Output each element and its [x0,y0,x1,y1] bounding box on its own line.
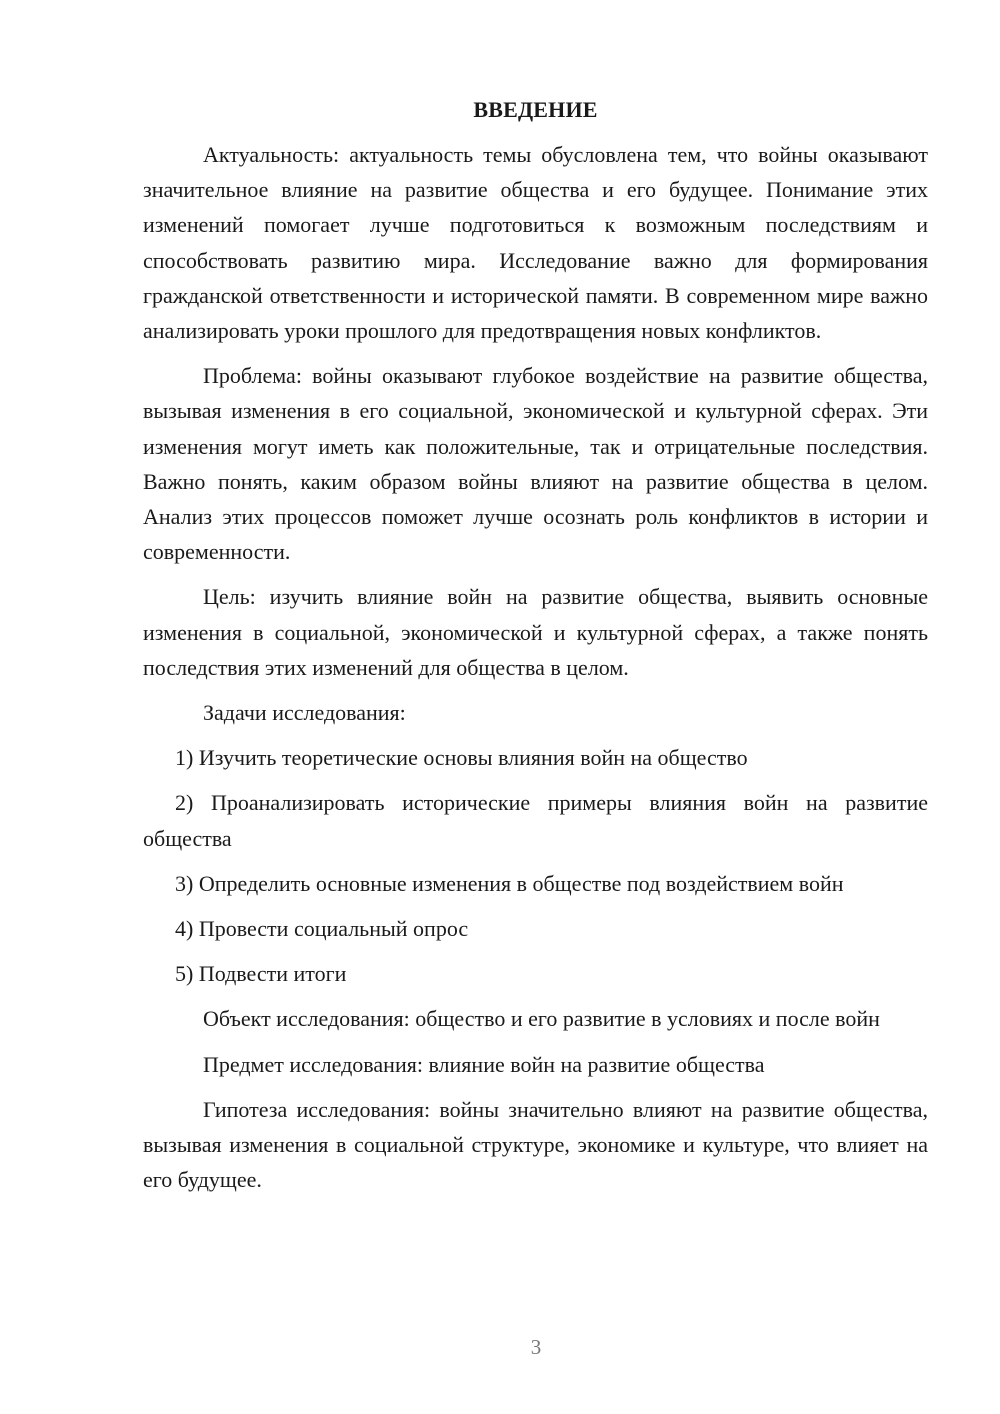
subject-paragraph: Предмет исследования: влияние войн на развитие общества [203,1051,765,1077]
task-item-2: 2) Проанализировать исторические примеры влияния войн на развитие общества [143,790,928,851]
problem-paragraph: Проблема: войны оказывают глубокое воздействие на развитие общества, вызывая изменения в его социальной, экономической и культурной сферах. Эти изменения могут иметь как положительные, так и отрицательные последствия. Важно понять, каким образом войны влияют на развитие общества в целом. Анализ этих процессов поможет лучше осознать роль конфликтов в истории и современности. [143,363,928,565]
tasks-heading: Задачи исследования: [203,700,406,726]
task-item-4: 4) Провести социальный опрос [175,916,469,942]
page-number: 3 [530,1335,542,1359]
goal-paragraph: Цель: изучить влияние войн на развитие общества, выявить основные изменения в социальной, экономической и культурной сферах, а также понять последствия этих изменений для общества в целом. [143,584,928,680]
hypothesis-paragraph: Гипотеза исследования: войны значительно влияют на развитие общества, вызывая изменения в социальной структуре, экономике и культуре, что влияет на его будущее. [143,1096,928,1193]
task-item-5: 5) Подвести итоги [175,961,347,987]
object-paragraph: Объект исследования: общество и его развитие в условиях и после войн [203,1006,880,1032]
task-item-1: 1) Изучить теоретические основы влияния войн на общество [175,745,748,771]
document-page [143,94,928,1207]
relevance-paragraph: Актуальность: актуальность темы обусловлена тем, что войны оказывают значительное влияние на развитие общества и его будущее. Понимание этих изменений помогает лучше подготовиться к возможным последствиям и способствовать развитию мира. Исследование важно для формирования гражданской ответственности и исторической памяти. В современном мире важно анализировать уроки прошлого для предотвращения новых конфликтов. [143,142,928,344]
task-item-3: 3) Определить основные изменения в обществе под воздействием войн [175,870,844,896]
page-title: ВВЕДЕНИЕ [473,97,598,122]
